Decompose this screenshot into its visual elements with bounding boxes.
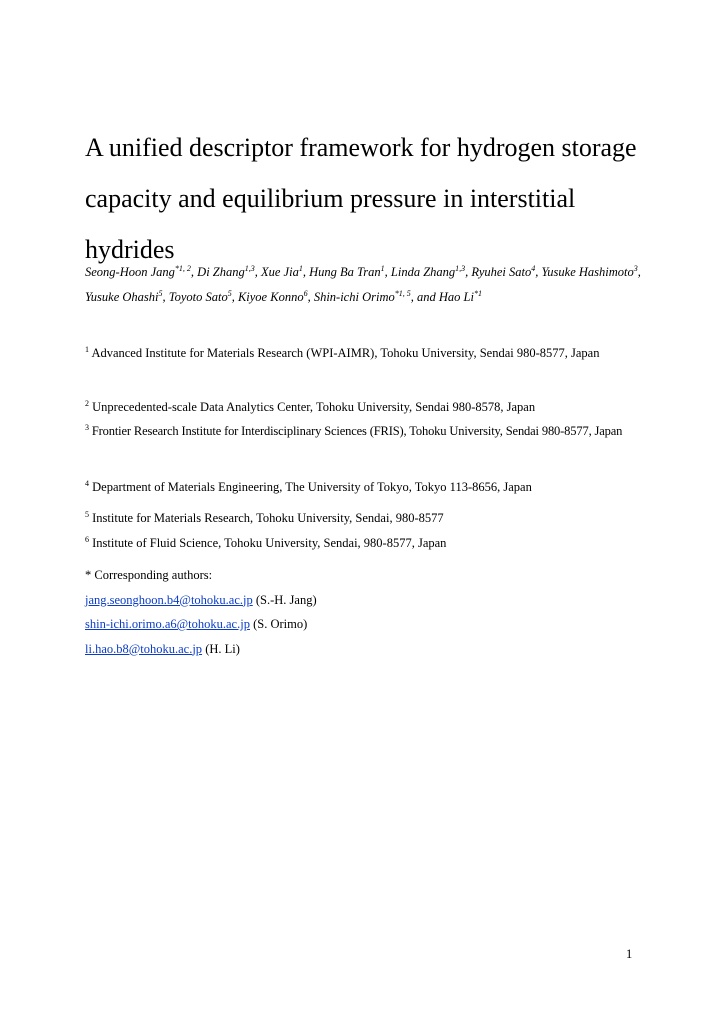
corresponding-authors: [85, 563, 650, 661]
author: [197, 265, 261, 279]
author-affiliation-marker: *1, 5: [394, 289, 411, 298]
affiliation: [85, 395, 650, 420]
author: [238, 290, 314, 304]
author: [391, 265, 472, 279]
author-separator: ,: [190, 265, 198, 279]
email-link[interactable]: li.hao.b8@tohoku.ac.jp: [85, 641, 203, 656]
author-name: Ryuhei Sato: [471, 265, 532, 279]
author-affiliation-marker: *1, 2: [174, 264, 191, 273]
author-affiliation-marker: 4: [531, 264, 536, 273]
affiliation-number: 2: [85, 399, 89, 408]
affiliation-number: 5: [85, 510, 89, 519]
author-separator: ,: [384, 265, 391, 279]
affiliation-text: Department of Materials Engineering, The University of Tokyo, Tokyo 113-8656, Japan: [92, 480, 532, 494]
author-affiliation-marker: *1: [473, 289, 482, 298]
author-name: Kiyoe Konno: [237, 290, 304, 304]
contact-name: (S. Orimo): [253, 617, 308, 631]
author-separator: ,: [307, 290, 314, 304]
affiliation: [85, 475, 650, 500]
affiliation-number: 4: [85, 479, 89, 488]
author-separator: ,: [254, 265, 261, 279]
contact-name: (S.-H. Jang): [255, 592, 317, 607]
author-affiliation-marker: 1,3: [455, 264, 466, 273]
page-number: 1: [626, 947, 633, 961]
author-name: Seong-Hoon Jang: [85, 265, 175, 279]
author-name: Shin-ichi Orimo: [313, 290, 395, 304]
author-name: Di Zhang: [197, 265, 245, 279]
affiliation: [85, 531, 650, 556]
author-list: [85, 260, 650, 310]
affiliation: [85, 341, 650, 366]
affiliation-text: Institute of Fluid Science, Tohoku University, Sendai, 980-8577, Japan: [92, 536, 447, 550]
author-name: Hung Ba Tran: [309, 265, 381, 279]
author: [314, 290, 439, 304]
author: [439, 290, 482, 304]
contact-name: (H. Li): [205, 641, 240, 656]
contact-line: [85, 612, 650, 637]
corresponding-authors-heading: * Corresponding authors:: [85, 568, 213, 582]
author-affiliation-marker: 6: [303, 289, 308, 298]
author-separator: ,: [535, 265, 542, 279]
affiliation-text: Institute for Materials Research, Tohoku University, Sendai, 980-8577: [92, 511, 444, 525]
contact-line: [85, 637, 650, 662]
author-name: Toyoto Sato: [168, 290, 228, 304]
author: [309, 265, 391, 279]
author-name: Yusuke Ohashi: [85, 290, 159, 304]
author-separator: ,: [465, 265, 472, 279]
author: [85, 290, 169, 304]
author: [541, 265, 640, 279]
author: [85, 265, 197, 279]
author-separator: ,: [637, 265, 641, 279]
author-affiliation-marker: 5: [158, 289, 163, 298]
affiliation-number: 3: [85, 423, 89, 432]
author: [169, 290, 238, 304]
author-name: Yusuke Hashimoto: [541, 265, 634, 279]
affiliation: [85, 506, 650, 531]
contact-line: [85, 588, 650, 613]
author-separator: ,: [302, 265, 310, 279]
author: [261, 265, 309, 279]
affiliation-text: Frontier Research Institute for Interdisciplinary Sciences (FRIS), Tohoku University, Sendai 980-8577, Japan: [91, 424, 623, 438]
author-name: Xue Jia: [261, 265, 299, 279]
author-name: Linda Zhang: [390, 265, 456, 279]
affiliation-text: Advanced Institute for Materials Research (WPI-AIMR), Tohoku University, Sendai 980-8577, Japan: [91, 346, 600, 360]
author-name: Hao Li: [438, 290, 474, 304]
author-affiliation-marker: 1,3: [244, 264, 255, 273]
author-affiliation-marker: 5: [227, 289, 232, 298]
affiliation-number: 6: [85, 535, 89, 544]
paper-title: A unified descriptor framework for hydrogen storage capacity and equilibrium pressure in interstitial hydrides: [85, 133, 637, 264]
affiliation-number: 1: [85, 345, 89, 354]
author-affiliation-marker: 3: [633, 264, 638, 273]
email-link[interactable]: shin-ichi.orimo.a6@tohoku.ac.jp: [85, 617, 250, 631]
author-affiliation-marker: 1: [380, 264, 385, 273]
author-separator: , and: [410, 290, 439, 304]
author-affiliation-marker: 1: [298, 264, 303, 273]
affiliation: [85, 419, 650, 444]
author-separator: ,: [231, 290, 238, 304]
affiliation-text: Unprecedented-scale Data Analytics Center, Tohoku University, Sendai 980-8578, Japan: [92, 400, 536, 414]
email-link[interactable]: jang.seonghoon.b4@tohoku.ac.jp: [85, 592, 253, 607]
author: [471, 265, 541, 279]
author-separator: ,: [162, 290, 169, 304]
